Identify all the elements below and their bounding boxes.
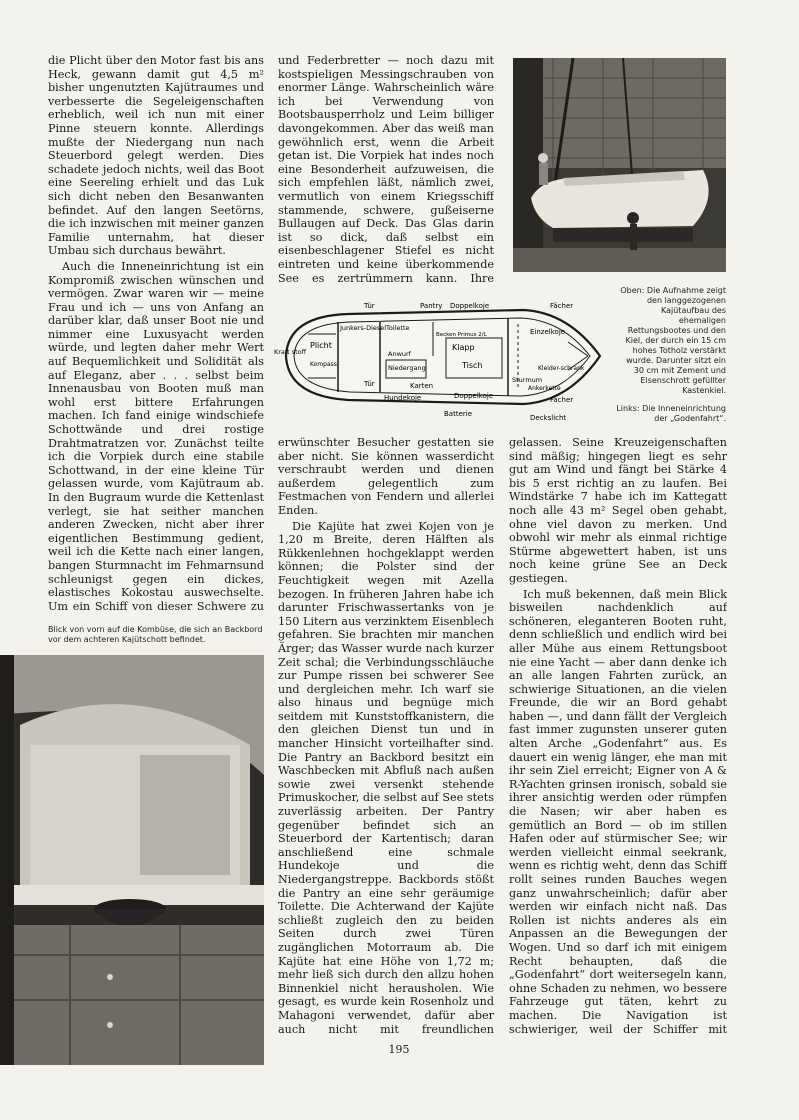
plan-label: Becken Primus 2/L	[436, 332, 487, 338]
plan-label: Doppelkoje	[454, 392, 494, 400]
plan-label: Fächer	[550, 302, 574, 310]
cabin-plan	[268, 286, 608, 446]
text-column-1	[48, 54, 264, 612]
paragraph: Auch die Inneneinrichtung ist ein Kompromiß zwischen wünschen und vermögen. Zwar waren wir — meine Frau und ich — uns von Anfang an darüber klar, daß unser Boot nie und nimmer eine Luxusyacht werden würde, und legten daher mehr Wert auf Bequemlichkeit und Solidität als auf Eleganz, aber . . . selbst beim Innenausbau von Booten muß man wohl erst bittere Erfahrungen machen. Ich fand einige windschiefe Schottwände und drei rostige Drahtmatratzen vor. Zunächst teilte ich die Vorpiek durch eine stabile Schottwand, in der eine kleine Tür gelassen wurde, vom Kajütraum ab. In den Bugraum wurde die Kettenlast verlegt, sie hat seither manchen anderen Zwecken, nicht aber ihrer eigentlichen Bestimmung gedient, weil ich die Kette nach einer langen, bangen Sturmnacht im Fehmarnsund schleunigst gegen ein dickes, elastisches Kokostau auswechselte. Um ein Schiff von dieser Schwere zu	[48, 259, 264, 612]
cabin-plan-drawing	[268, 286, 608, 446]
plan-label: Einzelkoje	[530, 328, 566, 336]
paragraph: erwünschter Besucher gestatten sie aber nicht. Sie können wasserdicht verschraubt werden und dienen außerdem gelegentlich zum Festmachen von Fendern und allerlei Enden.	[278, 436, 494, 517]
text-column-2-top	[278, 54, 494, 286]
plan-label: Tisch	[462, 361, 483, 370]
plan-label: Tür	[364, 380, 375, 388]
text-column-2	[278, 436, 494, 1036]
paragraph: Ich muß bekennen, daß mein Blick bisweilen nachdenklich auf schöneren, eleganteren Booten ruht, denn schließlich und endlich wird bei aller Mühe aus einem Rettungsboot nie eine Yacht — aber dann denke ich an alle langen Fahrten zurück, an schwierige Situationen, an die vielen Freunde, die wir an Bord gehabt haben —, und dann fällt der Vergleich fast immer zugunsten unserer guten alten Arche „Godenfahrt“ aus. Es dauert ein wenig länger, ehe man mit ihr sein Ziel erreicht; Eigner von A & R-Yachten grinsen ironisch, sobald sie ihrer ansichtig werden oder rümpfen die Nasen; wir aber haben es gemütlich an Bord — ob im stillen Hafen oder auf stürmischer See; wir werden vielleicht einmal seekrank, wenn es richtig weht, denn das Schiff rollt seines runden Bauches wegen ganz unwahrscheinlich; dafür aber werden wir einfach nicht naß. Das Rollen ist nichts anderes als ein Anpassen an die Bewegungen der Wogen. Und so darf ich mit einigem Recht behaupten, daß die „Godenfahrt“ dort weitersegeln kann, ohne Schaden zu nehmen, wo bessere Fahrzeuge gut täten, kehrt zu machen. Die Navigation ist schwieriger, weil der Schiffer mit	[509, 587, 727, 1036]
paragraph: gelassen. Seine Kreuzeigenschaften sind mäßig; hingegen liegt es sehr gut am Wind und fängt bei Stärke 4 bis 5 erst richtig an zu laufen. Bei Windstärke 7 habe ich im Kattegatt noch alle 43 m² Segel oben gehabt, ohne viel davon zu merken. Und obwohl wir mehr als einmal richtige Stürme abgewettert haben, ist uns noch keine grüne See an Deck gestiegen.	[509, 436, 727, 585]
plan-caption: Links: Die Inneneinrichtung der „Godenfahrt“.	[616, 404, 726, 423]
plan-label: Deckslicht	[530, 414, 567, 422]
paragraph: und Federbretter — noch dazu mit kostspieligen Messingschrauben von enormer Länge. Wahrscheinlich wäre ich bei Verwendung von Bootsbausperrholz und Leim billiger davongekommen. Aber das weiß man gewöhnlich erst, wenn die Arbeit getan ist. Die Vorpiek hat indes noch eine Besonderheit aufzuweisen, die sich empfehlen läßt, nämlich zwei, vermutlich von einem Kriegsschiff stammende, schwere, gußeiserne Bullaugen auf Deck. Das Glas darin ist so dick, daß selbst ein eisenbeschlagener Stiefel es nicht eintreten und keine überkommende See es zertrümmern kann. Ihre	[278, 54, 494, 285]
paragraph: die Plicht über den Motor fast bis ans Heck, gewann damit gut 4,5 m² bisher ungenutzten Kajütraumes und verbesserte die Segeleigenschaften erheblich, weil ich nun mit einer Pinne steuern konnte. Allerdings mußte der Niedergang nun nach Steuerbord gelegt werden. Dies schadete jedoch nichts, weil das Boot eine Seereling erhielt und das Luk sich dicht neben den Besanwanten befindet. Auf den langen Seetörns, die ich inzwischen mit meiner ganzen Familie unternahm, hat dieser Umbau sich durchaus bewährt.	[48, 54, 264, 258]
plan-label: Tür	[364, 302, 375, 310]
plan-label: Niedergang	[388, 364, 426, 372]
text-column-3	[509, 436, 727, 1036]
boat-photo	[513, 58, 726, 272]
paragraph: Die Kajüte hat zwei Kojen von je 1,20 m Breite, deren Hälften als Rükkenlehnen hochgeklappt werden können; die Polster sind der Feuchtigkeit wegen mit Azella bezogen. In früheren Jahren habe ich darunter Frischwassertanks von je 150 Litern aus verzinktem Eisenblech gefahren. Sie brachten mir manchen Ärger; das Wasser wurde nach kurzer Zeit schal; die Verbindungsschläuche zur Pumpe rissen bei schwerer See und dergleichen mehr. Ich warf sie also hinaus und begnüge mich seitdem mit Kunststoffkanistern, die den gleichen Dienst tun und in mancher Hinsicht vorteilhafter sind. Die Pantry an Backbord besitzt ein Waschbecken mit Abfluß nach außen sowie zwei versenkt stehende Primuskocher, die selbst auf See stets zuverlässig arbeiten. Der Pantry gegenüber befindet sich an Steuerbord der Kartentisch; daran anschließend eine schmale Hundekoje und die Niedergangstreppe. Backbords stößt die Pantry an eine sehr geräumige Toilette. Die Achterwand der Kajüte schließt zugleich den zu beiden Seiten durch zwei Türen zugänglichen Motorraum ab. Die Kajüte hat eine Höhe von 1,72 m; mehr ließ sich durch den allzu hohen Binnenkiel nicht herausholen. Wie gesagt, es wurde kein Rosenholz und Mahagoni verwendet, dafür aber auch nicht mit freundlichen	[278, 519, 494, 1036]
plan-label: Junkers-Diesel	[340, 324, 387, 332]
plan-label: Ankerkette	[528, 385, 561, 392]
galley-caption: Blick von vorn auf die Kombüse, die sich an Backbord vor dem achteren Kajütschott befindet.	[48, 625, 263, 644]
plan-label: Klapp	[452, 343, 475, 352]
page-number: 195	[388, 1043, 410, 1056]
plan-label: Karten	[410, 382, 434, 390]
plan-label: Anwurf	[388, 350, 411, 358]
plan-label: Sturmum	[512, 376, 543, 384]
photo-caption-top: Oben: Die Aufnahme zeigt den langgezogenen Kajütaufbau des ehemaligen Rettungsbootes und den Kiel, der durch ein 15 cm hohes Totholz verstärkt wurde. Darunter sitzt ein 30 cm mit Zement und Eisenschrott gefüllter Kastenkiel.	[620, 286, 726, 395]
plan-label: Batterie	[444, 410, 473, 418]
plan-label: Doppelkoje	[450, 302, 490, 310]
plan-label: Plicht	[310, 341, 332, 350]
plan-label: Fächer	[550, 396, 574, 404]
plan-label: Pantry	[420, 302, 443, 310]
galley-image	[0, 655, 264, 1065]
plan-label: Kompass	[310, 361, 337, 368]
boat-in-shed-image	[513, 58, 726, 272]
plan-label: Toilette	[386, 324, 410, 332]
plan-label: Kraft stoff	[274, 348, 307, 356]
plan-label: Hundekoje	[384, 394, 422, 402]
galley-photo	[0, 655, 264, 1065]
plan-label: Kleider-schrank	[538, 365, 585, 372]
